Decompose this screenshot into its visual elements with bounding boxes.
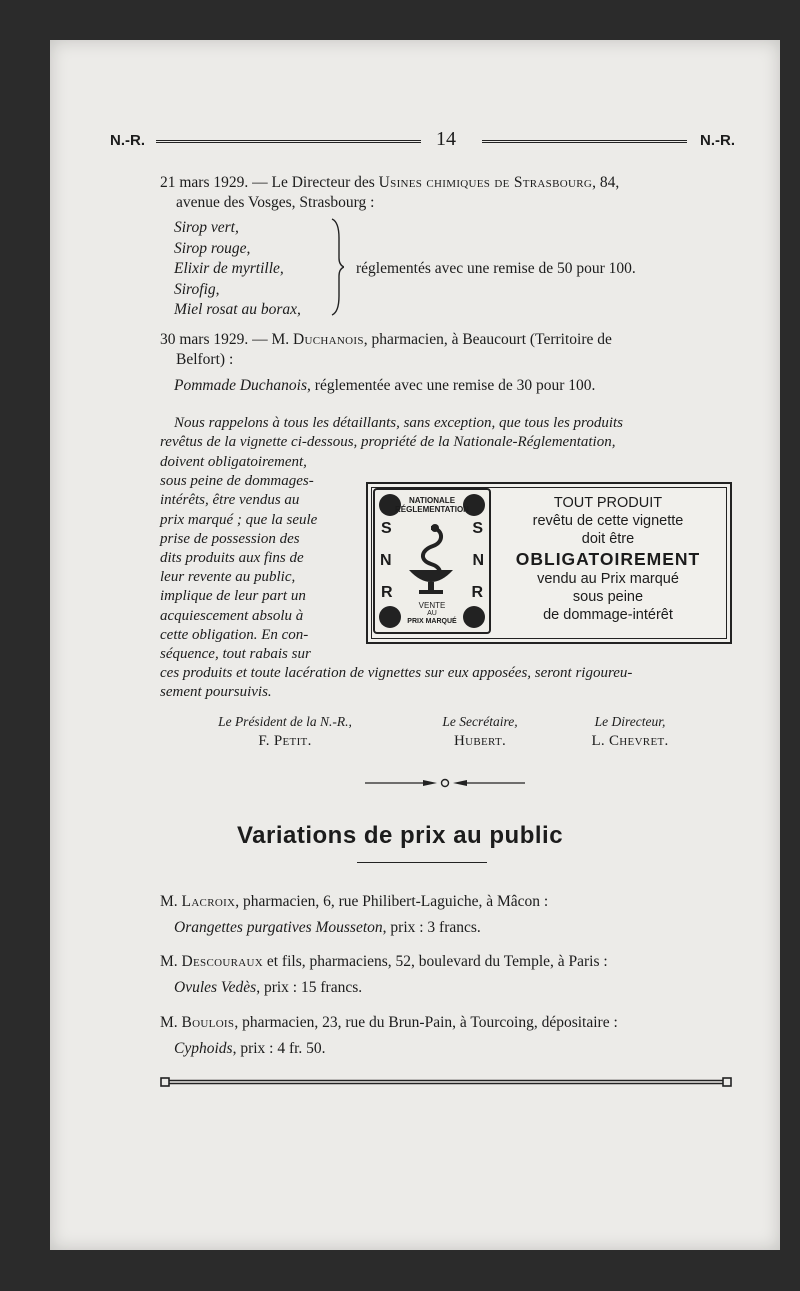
entry-2-note: , réglementée avec une remise de 30 pour 100.: [307, 377, 596, 394]
entry-2-line-2: Belfort) :: [176, 351, 234, 368]
badge-letter: R: [471, 584, 483, 601]
notice-line: sement poursuivis.: [160, 684, 272, 701]
bottom-rule-icon: [160, 1075, 732, 1089]
notice-line: acquiescement absolu à: [160, 607, 304, 624]
variation-name: Lacroix: [181, 893, 236, 910]
variation-product: [160, 1039, 740, 1059]
product-item: Sirop vert,: [174, 219, 239, 236]
variation-address: [160, 892, 740, 912]
variation-item: [160, 1013, 740, 1059]
title-underline: [357, 862, 487, 863]
signature-secretary: [420, 714, 540, 750]
variation-address: [160, 1013, 740, 1033]
badge-top-text: NATIONALE RÉGLEMENTATION: [395, 496, 469, 514]
badge-letter: S: [472, 520, 483, 537]
entry-1-date: 21 mars 1929. — Le Directeur des: [160, 174, 379, 191]
notice-line: implique de leur part un: [160, 588, 306, 605]
variation-address: [160, 952, 740, 972]
signature-president: [190, 714, 380, 750]
vignette-stamp: [366, 482, 732, 644]
entry-1-line-2: avenue des Vosges, Strasbourg :: [176, 194, 375, 211]
product-item: Sirofig,: [174, 280, 220, 298]
variation-product-name: Ovules Vedès: [174, 979, 257, 996]
variation-price: , prix : 4 fr. 50.: [232, 1040, 326, 1057]
notice-paragraph-narrow: [160, 453, 350, 664]
variation-product-name: Orangettes purgatives Mousseton: [174, 919, 383, 936]
badge-bottom-line: PRIX MARQUÉ: [407, 618, 457, 625]
page-number: 14: [436, 128, 456, 150]
product-item: Sirop rouge,: [174, 239, 251, 257]
entry-2-address: , pharmacien, à Beaucourt (Territoire de: [363, 331, 612, 348]
badge-bottom-line: AU: [427, 610, 437, 617]
signature-name: Hubert.: [453, 733, 507, 749]
product-item: Elixir de myrtille,: [174, 260, 284, 277]
stamp-line: vendu au Prix marqué: [537, 571, 679, 587]
ornament-divider-icon: [365, 776, 525, 790]
stamp-line: TOUT PRODUIT: [553, 495, 663, 511]
variation-product: [160, 918, 740, 938]
stamp-line: doit être: [581, 531, 635, 547]
badge-letter: N: [380, 552, 392, 569]
entry-1-company: Usines chimiques de Strasbourg: [378, 174, 593, 191]
notice-line: dits produits aux fins de: [160, 550, 304, 567]
notice-line: cette obligation. En con-: [160, 626, 309, 643]
stamp-line: sous peine: [572, 589, 644, 605]
variation-item: [160, 892, 740, 938]
header-right: N.-R.: [700, 132, 735, 149]
entry-2-line-1: [160, 330, 740, 350]
variation-price: , prix : 15 francs.: [256, 979, 363, 996]
product-item: Miel rosat au borax,: [174, 301, 301, 318]
badge-letter: N: [472, 552, 484, 569]
header-rule-left: [156, 140, 421, 143]
signature-role: Le Secrétaire,: [442, 714, 518, 729]
stamp-message: [492, 494, 724, 624]
notice-line: Nous rappelons à tous les détaillants, sans exception, que tous les produits: [174, 415, 624, 431]
variation-prefix: M.: [160, 893, 182, 910]
signature-director: [570, 714, 690, 750]
entry-2-date: 30 mars 1929. — M.: [160, 331, 294, 348]
entry-2-name: Duchanois: [293, 331, 364, 348]
curly-brace-icon: [330, 218, 344, 316]
entry-2-product: Pommade Duchanois: [174, 377, 308, 394]
variation-name: Descouraux: [181, 953, 263, 970]
stamp-emphasis: OBLIGATOIREMENT: [515, 549, 701, 569]
stamp-line: revêtu de cette vignette: [532, 513, 684, 529]
notice-paragraph-end: [160, 664, 740, 702]
variation-product: [160, 978, 740, 998]
signature-name: F. Petit.: [258, 733, 312, 749]
notice-line: sous peine de dommages-: [160, 473, 314, 490]
section-title: Variations de prix au public: [236, 822, 564, 849]
entry-1-address-number: , 84,: [592, 174, 620, 191]
entry-2-product-line: [174, 376, 595, 396]
notice-line: revêtus de la vignette ci-dessous, propriété de la Nationale-Réglementation,: [160, 434, 616, 451]
badge-letter: R: [381, 584, 393, 601]
notice-line: leur revente au public,: [160, 569, 296, 586]
nr-badge: [373, 488, 491, 634]
entry-1-line-1: [160, 173, 740, 193]
signature-name: L. Chevret.: [591, 733, 669, 749]
badge-bottom-text: [393, 602, 471, 626]
variation-prefix: M.: [160, 1014, 182, 1031]
entry-1-product-list: [174, 218, 301, 321]
variation-detail: , pharmacien, 23, rue du Brun-Pain, à Tourcoing, dépositaire :: [234, 1014, 618, 1031]
variation-detail: , pharmacien, 6, rue Philibert-Laguiche, à Mâcon :: [235, 893, 549, 910]
signature-role: Le Président de la N.-R.,: [218, 714, 352, 729]
caduceus-bowl-icon: [401, 520, 461, 600]
notice-line: doivent obligatoirement,: [160, 454, 307, 470]
variation-product-name: Cyphoids: [174, 1040, 233, 1057]
variation-prefix: M.: [160, 953, 182, 970]
notice-line: intérêts, être vendus au: [160, 492, 300, 509]
notice-line: prix marqué ; que la seule: [160, 511, 318, 528]
stamp-line: de dommage-intérêt: [543, 607, 673, 623]
notice-line: ces produits et toute lacération de vignettes sur eux apposées, seront rigoureu-: [160, 665, 633, 681]
signature-role: Le Directeur,: [594, 714, 666, 729]
header-left: N.-R.: [110, 132, 145, 149]
variation-price: , prix : 3 francs.: [382, 919, 481, 936]
notice-paragraph-top: [160, 414, 740, 452]
badge-letter: S: [381, 520, 392, 537]
notice-line: prise de possession des: [160, 530, 300, 547]
entry-1-note: réglementés avec une remise de 50 pour 100.: [356, 260, 636, 277]
running-header: [110, 128, 735, 156]
variation-name: Boulois: [181, 1014, 235, 1031]
variation-detail: et fils, pharmaciens, 52, boulevard du Temple, à Paris :: [262, 953, 608, 970]
badge-bottom-line: VENTE: [418, 601, 446, 610]
variation-item: [160, 952, 740, 998]
header-rule-right: [482, 140, 687, 143]
notice-line: séquence, tout rabais sur: [160, 646, 311, 663]
